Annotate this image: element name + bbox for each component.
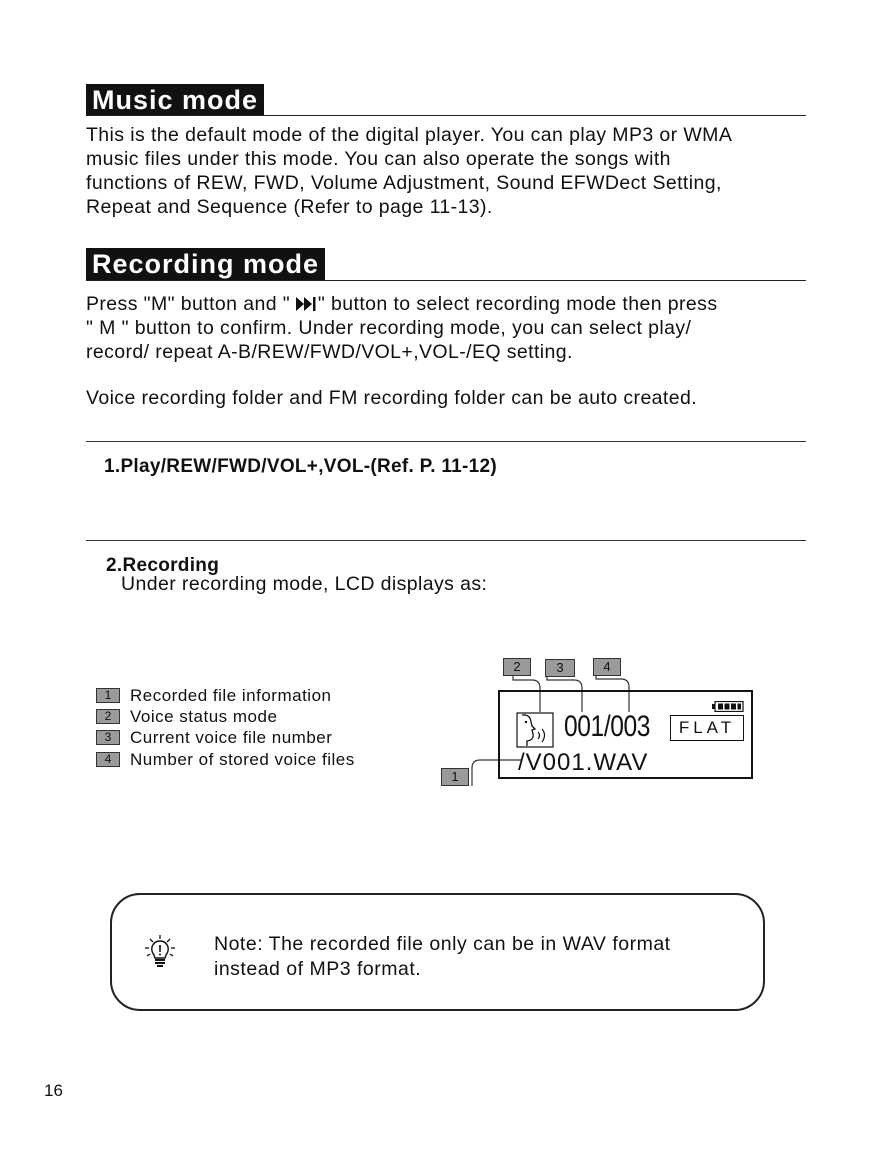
legend-label-1: Recorded file information <box>130 685 332 705</box>
music-mode-line-2: music files under this mode. You can also operate the songs with <box>86 148 671 170</box>
music-mode-line-1: This is the default mode of the digital player. You can play MP3 or WMA <box>86 124 733 146</box>
note-line-1: Note: The recorded file only can be in WAV format <box>214 933 671 955</box>
legend-label-3: Current voice file number <box>130 727 333 747</box>
recording-line1-start: Press "M" button and " <box>86 293 296 315</box>
lcd-file-counter: 001/003 <box>564 710 651 743</box>
recording-line1-end: " button to select recording mode then press <box>317 293 718 315</box>
legend-number-3: 3 <box>96 730 120 745</box>
legend-label-4: Number of stored voice files <box>130 749 355 769</box>
callout-4: 4 <box>593 658 621 676</box>
page-number: 16 <box>44 1081 63 1100</box>
callout-3: 3 <box>545 659 575 677</box>
lcd-filename: /V001.WAV <box>518 749 649 776</box>
music-mode-title: Music mode <box>86 84 264 116</box>
recording-mode-title: Recording mode <box>86 248 325 280</box>
lightbulb-icon <box>144 935 176 974</box>
section1-heading: 1.Play/REW/FWD/VOL+,VOL-(Ref. P. 11-12) <box>104 456 498 477</box>
legend-number-1: 1 <box>96 688 120 703</box>
legend-number-4: 4 <box>96 752 120 767</box>
legend-label-2: Voice status mode <box>130 706 278 726</box>
recording-mode-line-4: Voice recording folder and FM recording folder can be auto created. <box>86 387 698 409</box>
face-speaking-icon <box>516 712 554 753</box>
callout-2: 2 <box>503 658 531 676</box>
section2-subtext: Under recording mode, LCD displays as: <box>121 573 488 595</box>
lcd-eq-label: FLAT <box>670 715 744 741</box>
note-line-2: instead of MP3 format. <box>214 958 422 980</box>
lcd-display <box>498 690 753 779</box>
recording-mode-line-2: " M " button to confirm. Under recording mode, you can select play/ <box>86 317 692 339</box>
section2-heading: 2.Recording <box>106 555 220 576</box>
legend-number-2: 2 <box>96 709 120 724</box>
recording-mode-line-3: record/ repeat A-B/REW/FWD/VOL+,VOL-/EQ setting. <box>86 341 573 363</box>
music-mode-line-4: Repeat and Sequence (Refer to page 11-13). <box>86 196 493 218</box>
music-mode-line-3: functions of REW, FWD, Volume Adjustment, Sound EFWDect Setting, <box>86 172 722 194</box>
callout-1: 1 <box>441 768 469 786</box>
